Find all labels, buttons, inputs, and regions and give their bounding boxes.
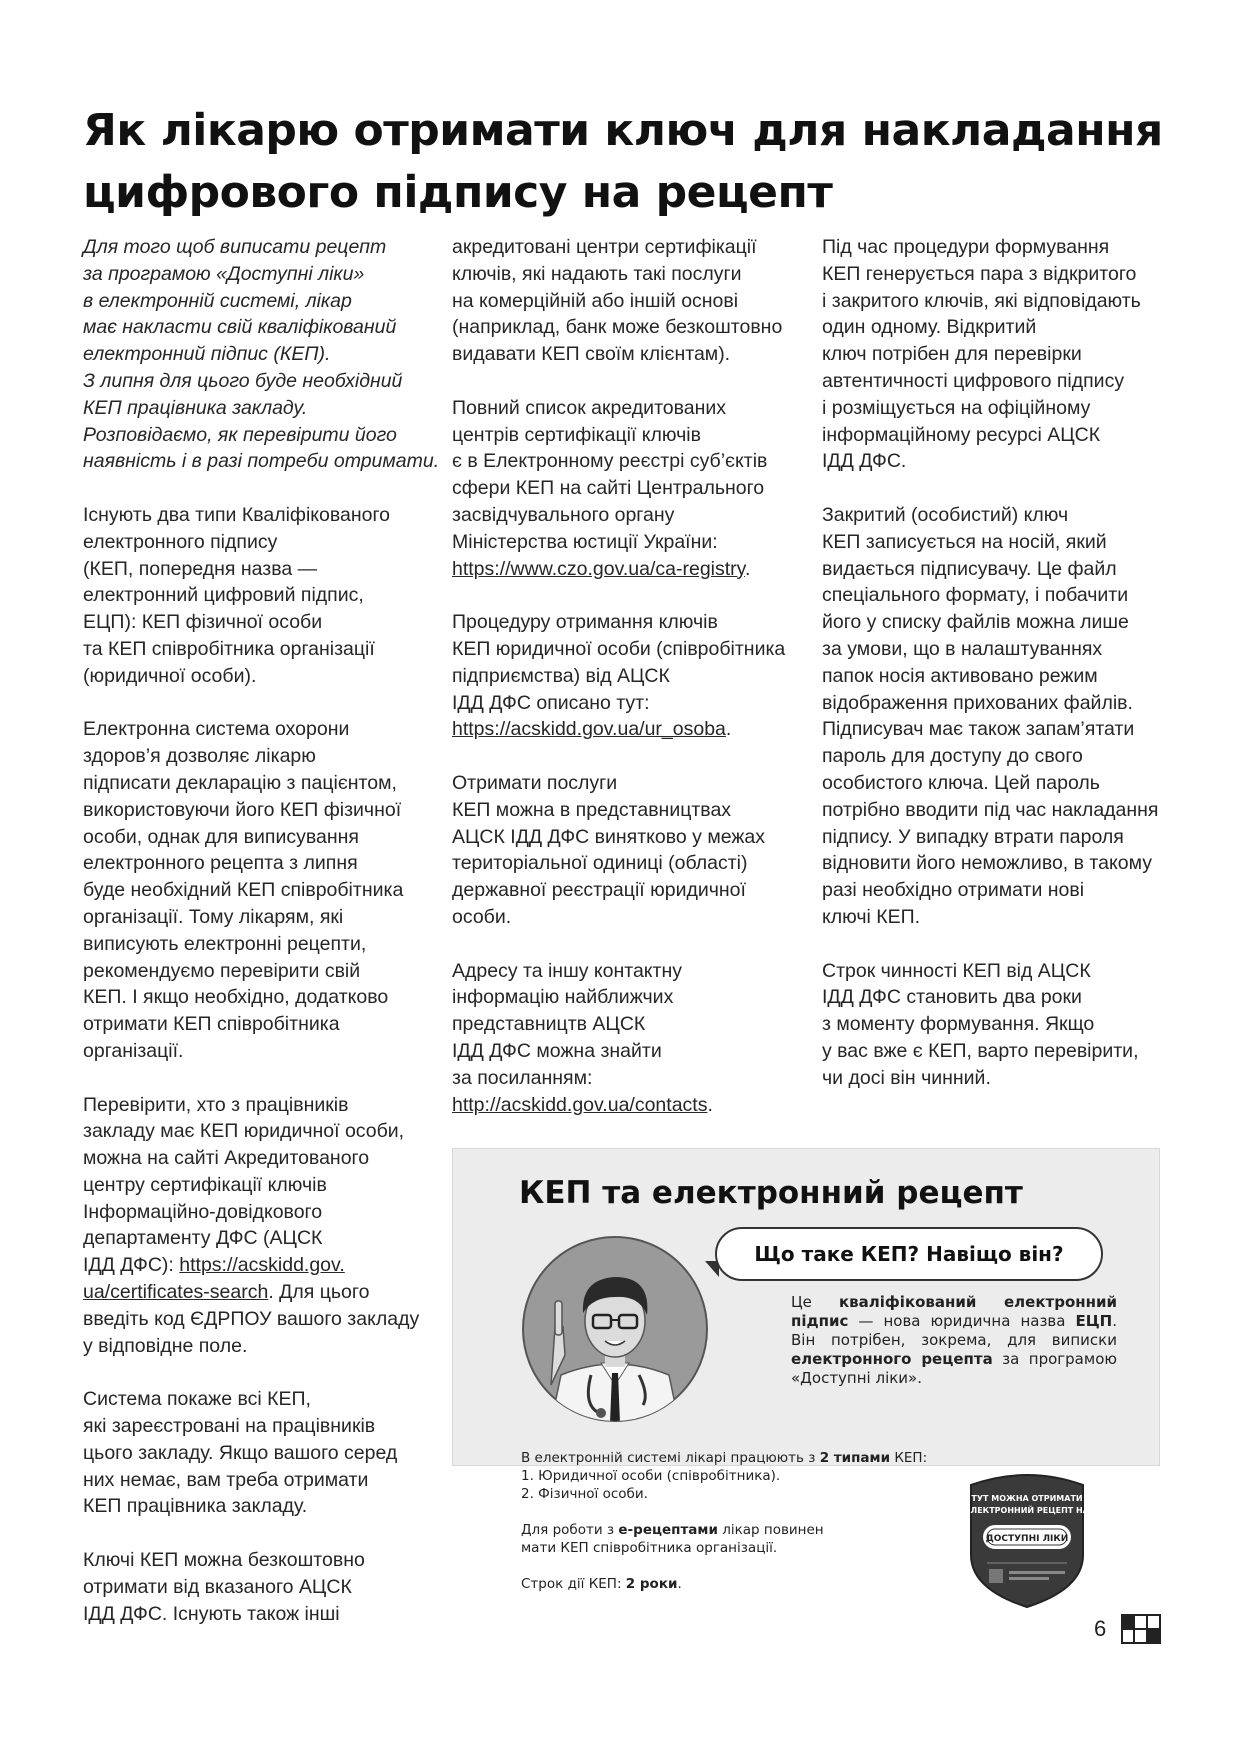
text-line: можна на сайті Акредитованого xyxy=(83,1147,370,1170)
text-line: Ключі КЕП можна безкоштовно xyxy=(83,1549,365,1572)
bold-fragment: електронного рецепта xyxy=(791,1350,993,1368)
paragraph xyxy=(452,609,802,743)
text-line: державної реєстрації юридичної xyxy=(452,879,746,902)
text-line: Процедуру отримання ключів xyxy=(452,611,718,634)
text-line: Електронна система охорони xyxy=(83,718,350,741)
badge-label: ДОСТУПНІ ЛІКИ xyxy=(985,1534,1069,1544)
paragraph xyxy=(83,502,433,690)
text-line: його у списку файлів можна лише xyxy=(822,611,1129,634)
text-line xyxy=(83,1279,433,1306)
text-line xyxy=(521,1575,961,1593)
text-line: Під час процедури формування xyxy=(822,236,1110,258)
text-line: введіть код ЄДРПОУ вашого закладу xyxy=(83,1307,420,1330)
text-line: ключі КЕП. xyxy=(822,905,921,928)
notes-paragraph xyxy=(521,1449,961,1503)
text-line: виписують електронні рецепти, xyxy=(83,932,367,955)
page-title-line: цифрового підпису на рецепт xyxy=(83,167,833,218)
text-fragment: Це xyxy=(791,1293,839,1311)
text-line: і закритого ключів, які відповідають xyxy=(822,289,1141,312)
contacts-link[interactable]: http://acskidd.gov.ua/contacts xyxy=(452,1093,708,1116)
text-line: в електронній системі, лікар xyxy=(83,289,352,312)
info-box xyxy=(452,1148,1160,1592)
text-line xyxy=(521,1449,961,1467)
text-line: особистого ключа. Цей пароль xyxy=(822,771,1100,794)
text-line: автентичності цифрового підпису xyxy=(822,369,1125,392)
text-line: один одному. Відкритий xyxy=(822,316,1037,339)
text-line: ЕЦП): КЕП фізичної особи xyxy=(83,611,323,634)
text-line: ключів, які надають такі послуги xyxy=(452,262,742,285)
text-line: засвідчувального органу xyxy=(452,503,675,526)
column-3 xyxy=(822,234,1172,1118)
bold-fragment: ЕЦП xyxy=(1075,1312,1113,1330)
text-line: є в Електронному реєстрі суб’єктів xyxy=(452,450,768,473)
text-line: видається підписувачу. Це файл xyxy=(822,557,1117,580)
text-line: Міністерства юстиції України: xyxy=(452,530,718,553)
bold-fragment: е-рецептами xyxy=(618,1522,718,1538)
text-line: ІДД ДФС становить два роки xyxy=(822,986,1082,1009)
text-line: Розповідаємо, як перевірити його xyxy=(83,423,397,446)
text-line: ІДД ДФС. xyxy=(822,450,907,473)
text-fragment: . xyxy=(725,718,732,741)
intro-paragraph xyxy=(83,234,440,475)
text-line: особи, однак для виписування xyxy=(83,825,359,848)
kep-notes xyxy=(521,1449,961,1611)
text-line: Для того щоб виписати рецепт xyxy=(83,236,387,258)
text-line: відновити його неможливо, в такому xyxy=(822,852,1152,875)
text-line: Закритий (особистий) ключ xyxy=(822,503,1069,526)
notes-paragraph xyxy=(521,1575,961,1593)
text-line: (наприклад, банк може безкоштовно xyxy=(452,316,783,339)
text-line: КЕП працівника закладу. xyxy=(83,1495,308,1518)
text-line: Перевірити, хто з працівників xyxy=(83,1093,349,1116)
certificates-search-link-cont[interactable]: ua/certificates-search xyxy=(83,1281,269,1304)
text-fragment: ІДД ДФС): xyxy=(83,1254,180,1277)
text-line: Адресу та іншу контактну xyxy=(452,959,683,982)
text-line: Отримати послуги xyxy=(452,771,618,794)
badge-line-2: ЕЛЕКТРОННИЙ РЕЦЕПТ НА xyxy=(965,1506,1089,1515)
bold-fragment: 2 роки xyxy=(625,1576,678,1592)
text-line: Система покаже всі КЕП, xyxy=(83,1388,311,1411)
notes-paragraph xyxy=(521,1521,961,1557)
text-line: центру сертифікації ключів xyxy=(83,1173,327,1196)
text-line: мати КЕП співробітника організації. xyxy=(521,1540,778,1556)
text-line: Повний список акредитованих xyxy=(452,396,727,419)
text-fragment: Строк дії КЕП: xyxy=(521,1576,626,1592)
column-1 xyxy=(83,234,440,1654)
text-line: цього закладу. Якщо вашого серед xyxy=(83,1441,398,1464)
text-line: акредитовані центри сертифікації xyxy=(452,236,757,258)
text-line: здоров’я дозволяє лікарю xyxy=(83,745,316,768)
page-grid-icon xyxy=(1121,1614,1161,1644)
text-line: за умови, що в налаштуваннях xyxy=(822,637,1103,660)
text-fragment: . xyxy=(744,557,751,580)
paragraph xyxy=(822,502,1172,931)
text-line: ІДД ДФС можна знайти xyxy=(452,1039,662,1062)
text-line: використовуючи його КЕП фізичної xyxy=(83,798,402,821)
ur-osoba-link[interactable]: https://acskidd.gov.ua/ur_osoba xyxy=(452,718,726,741)
text-line: інформацію найближчих xyxy=(452,986,674,1009)
text-line: папок носія активовано режим xyxy=(822,664,1098,687)
text-fragment: В електронній системі лікарі працюють з xyxy=(521,1450,820,1466)
text-line: потрібно вводити під час накладання xyxy=(822,798,1159,821)
czo-registry-link[interactable]: https://www.czo.gov.ua/ca-registry xyxy=(452,557,745,580)
text-line: чи досі він чинний. xyxy=(822,1066,991,1089)
text-line: З липня для цього буде необхідний xyxy=(83,369,403,392)
text-line xyxy=(83,1252,433,1279)
page-title xyxy=(83,100,1183,224)
text-line: електронного підпису xyxy=(83,530,278,553)
page-number: 6 xyxy=(1094,1616,1107,1641)
text-fragment: лікар повинен xyxy=(717,1522,824,1538)
paragraph xyxy=(83,1386,433,1520)
text-line: 2. Фізичної особи. xyxy=(521,1486,648,1502)
text-line: організації. Тому лікарям, які xyxy=(83,905,344,928)
paragraph xyxy=(452,958,802,1119)
column-2 xyxy=(452,234,802,1145)
text-fragment: . Він потрібен, зокрема, для виписки xyxy=(791,1312,1117,1349)
text-line: за посиланням: xyxy=(452,1066,593,1089)
paragraph xyxy=(822,234,1172,475)
text-line: КЕП юридичної особи (співробітника xyxy=(452,637,786,660)
text-line: видавати КЕП своїм клієнтам). xyxy=(452,343,731,366)
text-line: ключ потрібен для перевірки xyxy=(822,343,1082,366)
paragraph xyxy=(83,716,433,1064)
text-line: КЕП можна в представництвах xyxy=(452,798,732,821)
text-line: рекомендуємо перевірити свій xyxy=(83,959,361,982)
text-line: за програмою «Доступні ліки» xyxy=(83,262,365,285)
text-line: Строк чинності КЕП від АЦСК xyxy=(822,959,1091,982)
text-line: отримати від вказаного АЦСК xyxy=(83,1575,352,1598)
text-line xyxy=(452,716,802,743)
paragraph xyxy=(83,1547,433,1627)
text-fragment: . xyxy=(707,1093,713,1116)
paragraph xyxy=(452,234,802,368)
text-fragment: за програмою «Доступні ліки». xyxy=(791,1350,1117,1387)
text-line: закладу має КЕП юридичної особи, xyxy=(83,1120,405,1143)
text-line: інформаційному ресурсі АЦСК xyxy=(822,423,1101,446)
text-line xyxy=(452,1092,802,1119)
text-line: спеціального формату, і побачити xyxy=(822,584,1129,607)
text-line: ІДД ДФС описано тут: xyxy=(452,691,650,714)
text-fragment: . Для цього xyxy=(268,1281,370,1304)
text-line: які зареєстровані на працівників xyxy=(83,1415,376,1438)
paragraph xyxy=(83,1092,433,1360)
text-line: центрів сертифікації ключів xyxy=(452,423,701,446)
text-line: АЦСК ІДД ДФС винятково у межах xyxy=(452,825,765,848)
text-line: департаменту ДФС (АЦСК xyxy=(83,1227,323,1250)
text-line: Підписувач має також запам’ятати xyxy=(822,718,1135,741)
badge-line-1: ТУТ МОЖНА ОТРИМАТИ xyxy=(971,1494,1083,1503)
text-line xyxy=(521,1521,961,1539)
text-line: територіальної одиниці (області) xyxy=(452,852,748,875)
text-line: електронний підпис (КЕП). xyxy=(83,343,331,366)
text-line: підприємства) від АЦСК xyxy=(452,664,670,687)
page-title-line: Як лікарю отримати ключ для накладання xyxy=(83,105,1163,156)
text-line: 1. Юридичної особи (співробітника). xyxy=(521,1468,781,1484)
text-fragment: . xyxy=(677,1576,682,1592)
text-fragment: Для роботи з xyxy=(521,1522,619,1538)
text-line: КЕП записується на носій, який xyxy=(822,530,1107,553)
text-line: підпису. У випадку втрати пароля xyxy=(822,825,1124,848)
bold-fragment: кваліфікований електронний підпис xyxy=(791,1293,1117,1330)
text-line: Існують два типи Кваліфікованого xyxy=(83,503,391,526)
info-box-title: КЕП та електронний рецепт xyxy=(519,1175,1023,1211)
text-line: Інформаційно-довідкового xyxy=(83,1200,323,1223)
kep-description xyxy=(791,1293,1117,1388)
text-line: на комерційній або іншій основі xyxy=(452,289,739,312)
text-line: та КЕП співробітника організації xyxy=(83,637,375,660)
text-line: КЕП. І якщо необхідно, додатково xyxy=(83,986,389,1009)
text-line: і розміщується на офіційному xyxy=(822,396,1091,419)
text-line: КЕП генерується пара з відкритого xyxy=(822,262,1137,285)
text-line: у вас вже є КЕП, варто перевірити, xyxy=(822,1039,1139,1062)
text-line: КЕП працівника закладу. xyxy=(83,396,308,419)
text-line: наявність і в разі потреби отримати. xyxy=(83,450,440,473)
text-line: буде необхідний КЕП співробітника xyxy=(83,879,404,902)
text-fragment: — нова юридична назва xyxy=(848,1312,1076,1330)
text-line: особи. xyxy=(452,905,512,928)
text-line: (юридичної особи). xyxy=(83,664,257,687)
doctor-illustration xyxy=(521,1235,709,1423)
text-line: з моменту формування. Якщо xyxy=(822,1013,1095,1036)
text-line: (КЕП, попередня назва — xyxy=(83,557,318,580)
text-line: має накласти свій кваліфікований xyxy=(83,316,397,339)
text-line xyxy=(452,556,802,583)
text-line: разі необхідно отримати нові xyxy=(822,879,1085,902)
speech-bubble: Що таке КЕП? Навіщо він? xyxy=(715,1227,1103,1281)
text-line: у відповідне поле. xyxy=(83,1334,248,1357)
text-line: електронного рецепта з липня xyxy=(83,852,358,875)
paragraph xyxy=(452,770,802,931)
text-line: відображення прихованих файлів. xyxy=(822,691,1133,714)
text-line: організації. xyxy=(83,1039,184,1062)
certificates-search-link[interactable]: https://acskidd.gov. xyxy=(179,1254,345,1277)
text-line: них немає, вам треба отримати xyxy=(83,1468,369,1491)
paragraph xyxy=(452,395,802,583)
text-line: представництв АЦСК xyxy=(452,1013,646,1036)
bold-fragment: 2 типами xyxy=(819,1450,891,1466)
text-line: ІДД ДФС. Існують також інші xyxy=(83,1602,340,1625)
text-line: підписати декларацію з пацієнтом, xyxy=(83,771,397,794)
paragraph xyxy=(822,958,1172,1092)
text-line: електронний цифровий підпис, xyxy=(83,584,364,607)
dostupni-liky-badge xyxy=(965,1471,1089,1609)
text-line: пароль для доступу до свого xyxy=(822,745,1083,768)
text-line: отримати КЕП співробітника xyxy=(83,1013,340,1036)
text-line: сфери КЕП на сайті Центрального xyxy=(452,477,765,500)
text-fragment: КЕП: xyxy=(890,1450,928,1466)
